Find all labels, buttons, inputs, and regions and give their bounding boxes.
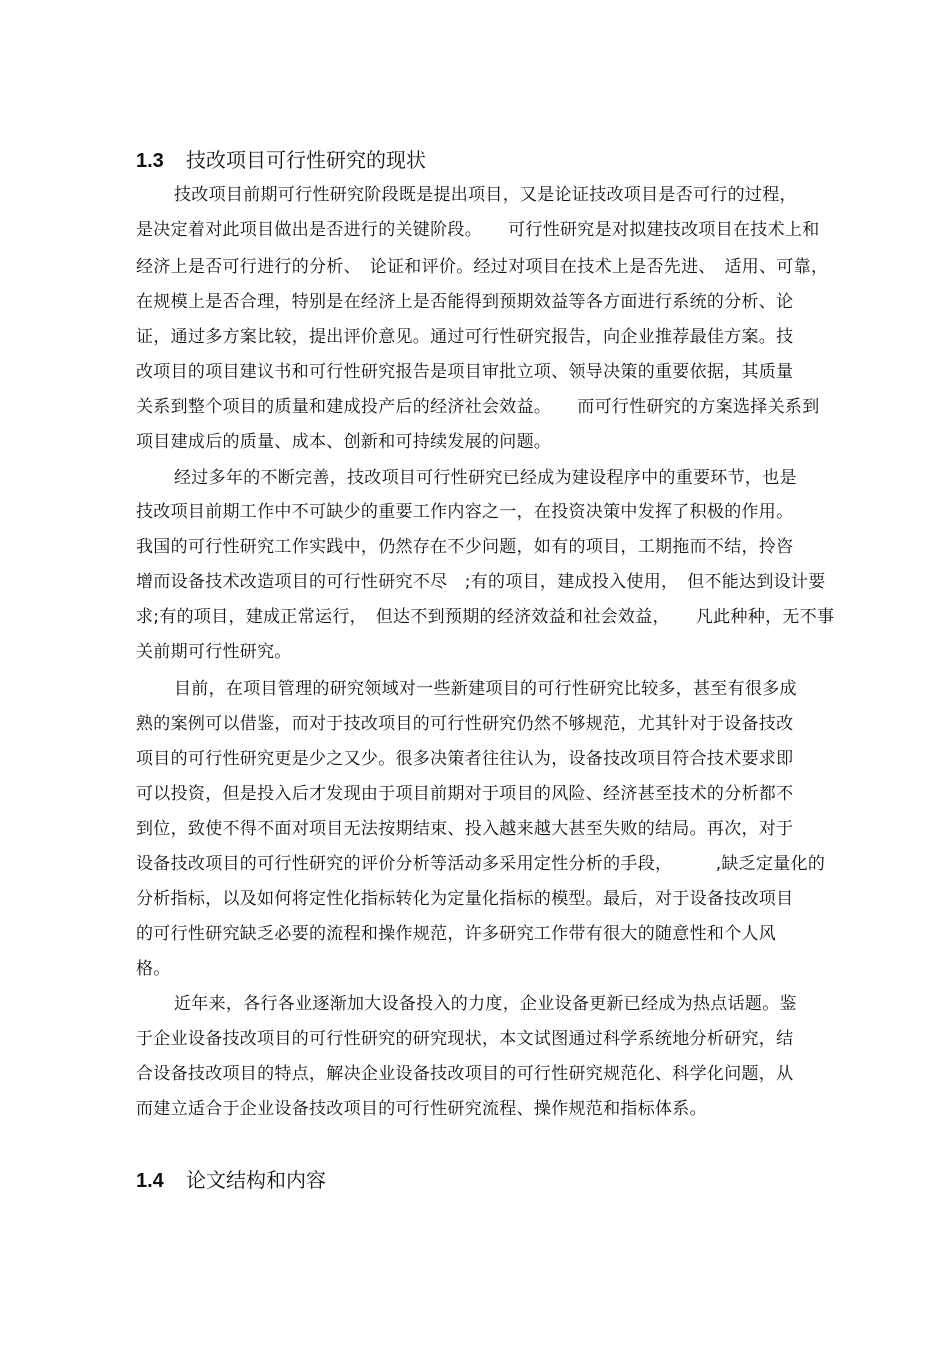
text-line: 在规模上是否合理，特别是在经济上是否能得到预期效益等各方面进行系统的分析、论 [136,292,794,312]
text-line: 经济上是否可行进行的分析、 论证和评价。经过对项目在技术上是否先进、 适用、可靠， [136,257,829,277]
text-line: 的可行性研究缺乏必要的流程和操作规范，许多研究工作带有很大的随意性和个人风 [136,924,777,944]
text-line: 目前，在项目管理的研究领域对一些新建项目的可行性研究比较多，甚至有很多成 [174,679,797,699]
text-line: 证，通过多方案比较，提出评价意见。通过可行性研究报告，向企业推荐最佳方案。技 [136,327,794,347]
text-line: 求;有的项目，建成正常运行， 但达不到预期的经济效益和社会效益， 凡此种种，无不事 [136,607,835,627]
text-line: 于企业设备技改项目的可行性研究的研究现状，本文试图通过科学系统地分析研究，结 [136,1029,794,1049]
text-line: 近年来，各行各业逐渐加大设备投入的力度，企业设备更新已经成为热点话题。鉴 [174,994,797,1014]
text-line: 设备技改项目的可行性研究的评价分析等活动多采用定性分析的手段， ,缺乏定量化的 [136,854,826,874]
text-line: 而建立适合于企业设备技改项目的可行性研究流程、操作规范和指标体系。 [136,1099,707,1119]
text-line: 可以投资，但是投入后才发现由于项目前期对于项目的风险、经济甚至技术的分析都不 [136,784,794,804]
text-line: 我国的可行性研究工作实践中，仍然存在不少问题，如有的项目，工期拖而不结，拎咨 [136,537,794,557]
text-line: 分析指标，以及如何将定性化指标转化为定量化指标的模型。最后，对于设备技改项目 [136,889,794,909]
section-number: 1.4 [136,1170,164,1192]
section-title: 论文结构和内容 [186,1168,326,1192]
text-line: 是决定着对此项目做出是否进行的关键阶段。 可行性研究是对拟建技改项目在技术上和 [136,220,820,240]
section-heading-1-4 [136,1168,326,1193]
text-line: 增而设备技术改造项目的可行性研究不尽 ;有的项目，建成投入使用， 但不能达到设计要 [136,572,826,592]
section-title: 技改项目可行性研究的现状 [186,148,426,172]
text-line: 经过多年的不断完善，技改项目可行性研究已经成为建设程序中的重要环节，也是 [174,468,797,488]
text-line: 技改项目前期工作中不可缺少的重要工作内容之一，在投资决策中发挥了积极的作用。 [136,502,794,522]
text-line: 技改项目前期可行性研究阶段既是提出项目，又是论证技改项目是否可行的过程， [174,185,797,205]
text-line: 关系到整个项目的质量和建成投产后的经济社会效益。 而可行性研究的方案选择关系到 [136,397,820,417]
text-line: 项目建成后的质量、成本、创新和可持续发展的问题。 [136,432,552,452]
text-line: 熟的案例可以借鉴，而对于技改项目的可行性研究仍然不够规范，尤其针对于设备技改 [136,714,794,734]
text-line: 关前期可行性研究。 [136,642,292,662]
text-line: 合设备技改项目的特点，解决企业设备技改项目的可行性研究规范化、科学化问题，从 [136,1064,794,1084]
text-line: 到位，致使不得不面对项目无法按期结束、投入越来越大甚至失败的结局。再次，对于 [136,819,794,839]
text-line: 项目的可行性研究更是少之又少。很多决策者往往认为，设备技改项目符合技术要求即 [136,749,794,769]
text-line: 改项目的项目建议书和可行性研究报告是项目审批立项、领导决策的重要依据，其质量 [136,362,794,382]
section-heading-1-3 [136,148,426,173]
text-line: 格。 [136,959,171,979]
section-number: 1.3 [136,150,164,172]
